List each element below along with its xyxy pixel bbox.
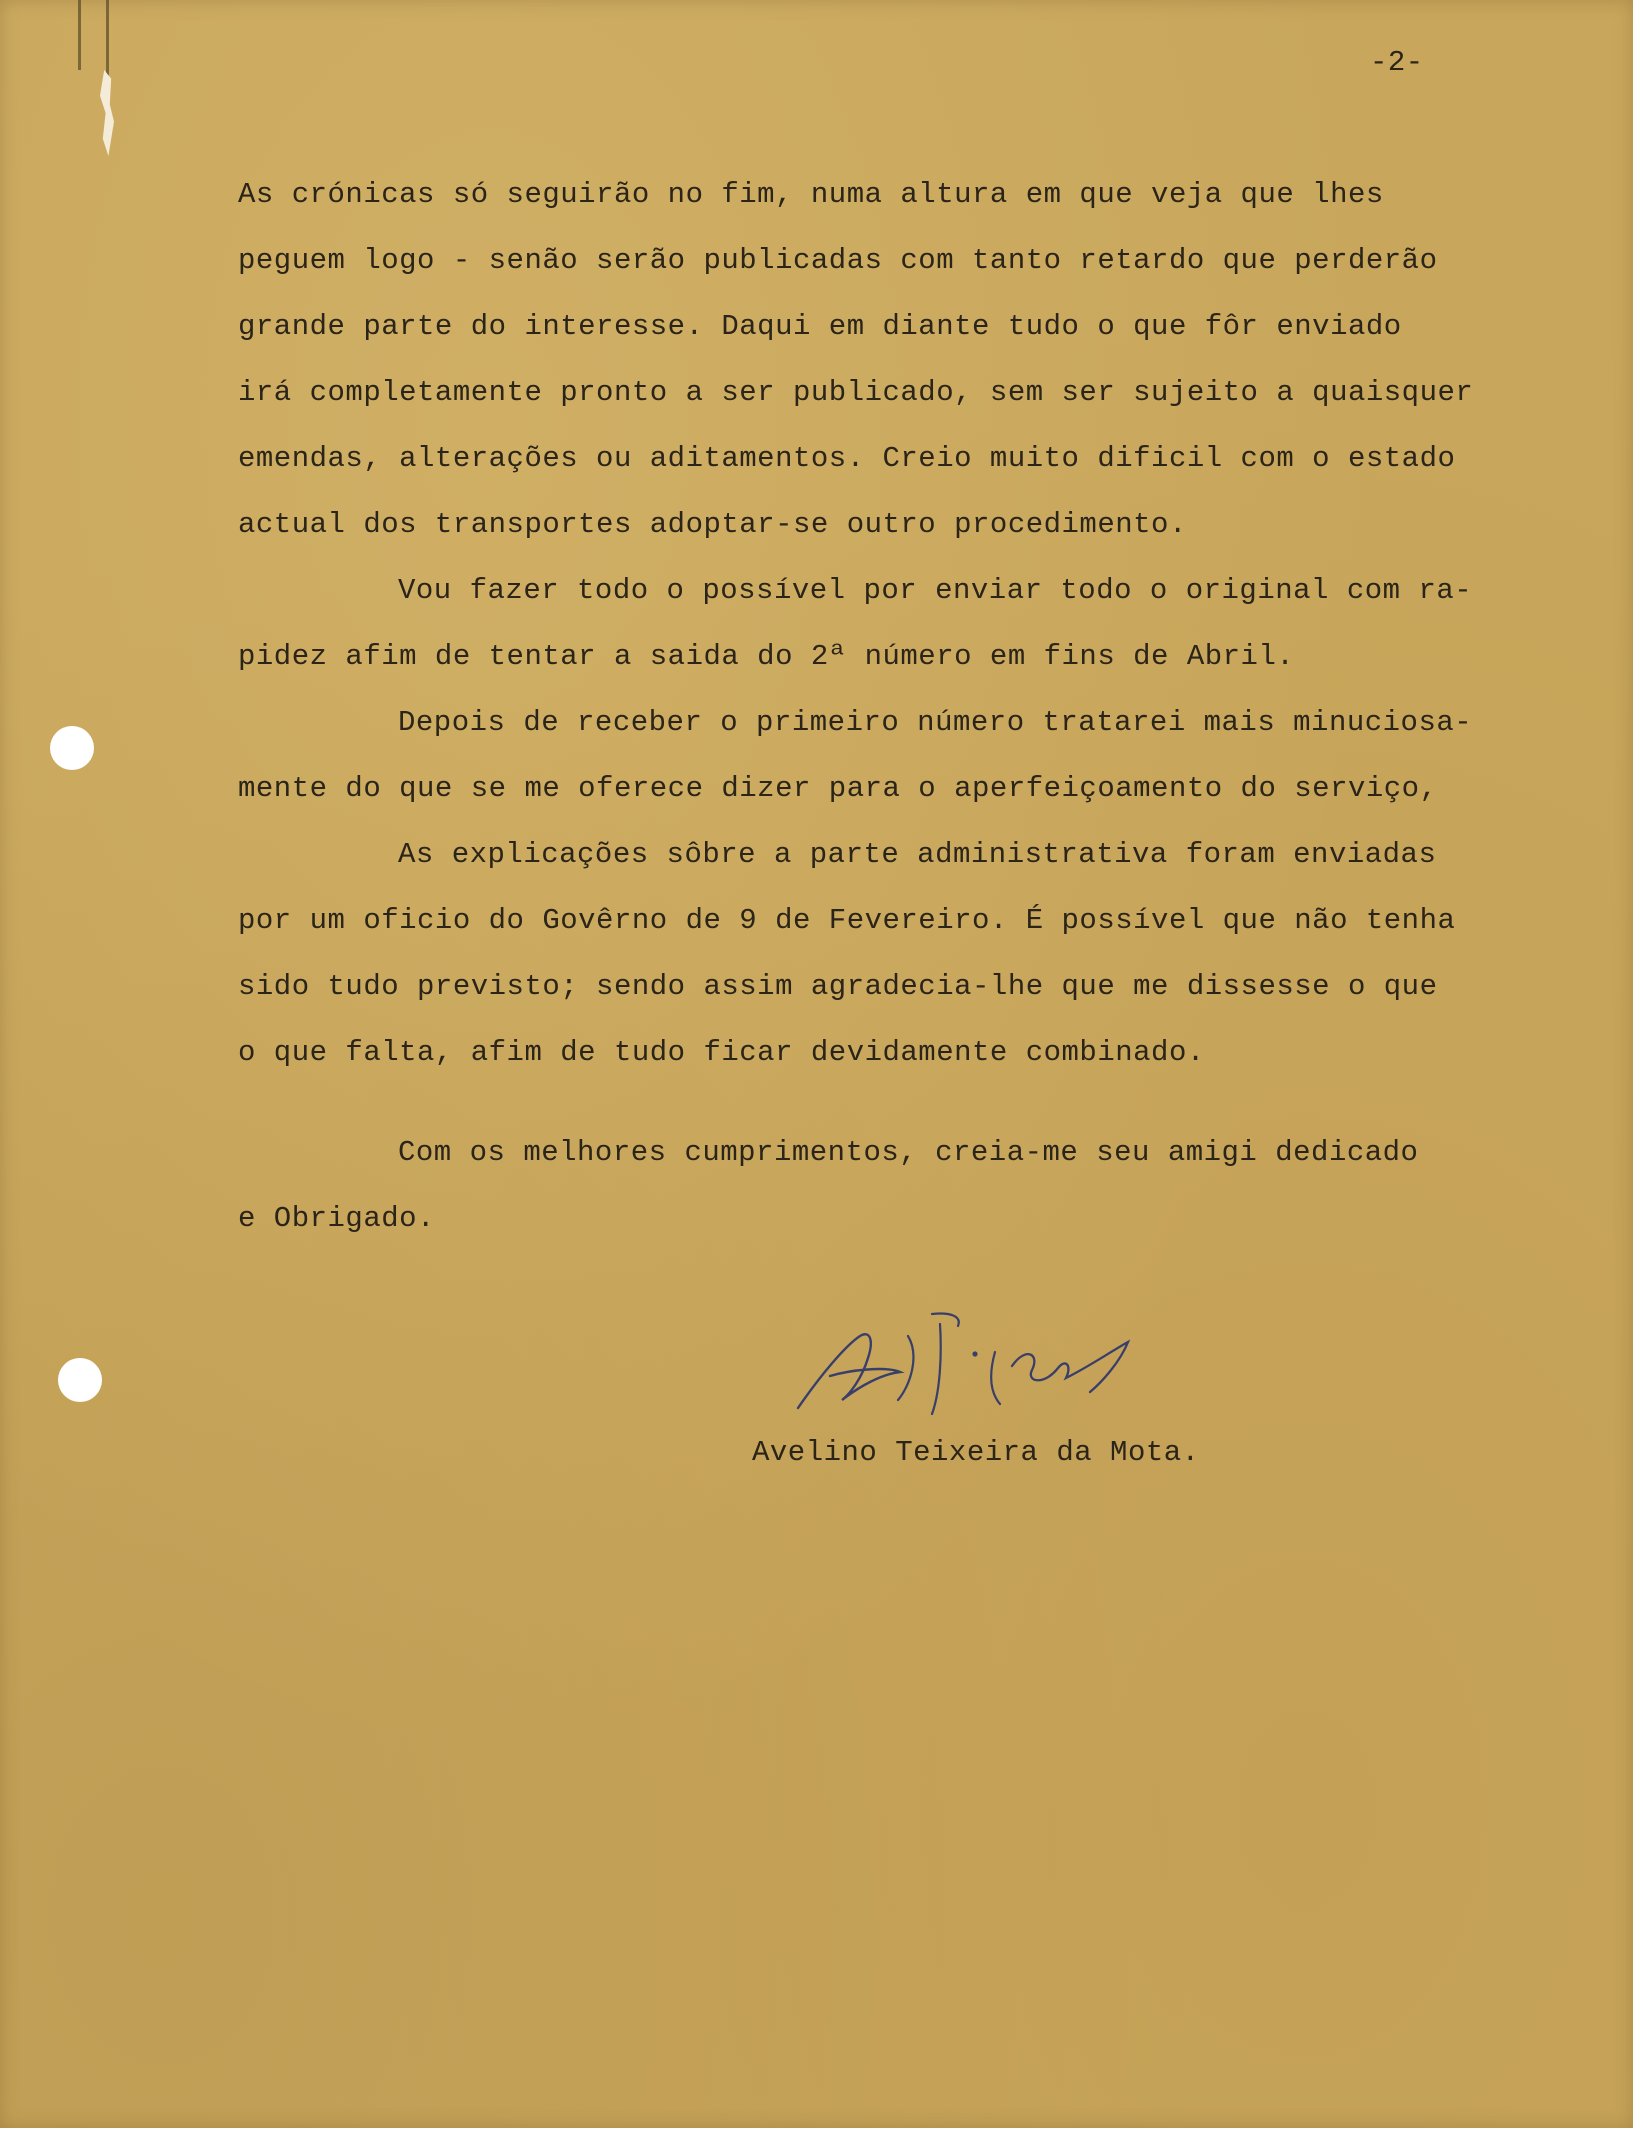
text-line: peguem logo - senão serão publicadas com tanto retardo que perderão — [238, 244, 1438, 277]
text-line: sido tudo previsto; sendo assim agradecia-lhe que me dissesse o que — [238, 970, 1438, 1003]
closing-line: e Obrigado. — [238, 1202, 435, 1235]
text-line: grande parte do interesse. Daqui em diante tudo o que fôr enviado — [238, 310, 1402, 343]
text-line: Depois de receber o primeiro número tratarei mais minuciosa- — [398, 706, 1473, 739]
text-line: As crónicas só seguirão no fim, numa altura em que veja que lhes — [238, 178, 1384, 211]
handwritten-signature — [790, 1296, 1180, 1426]
staple-mark — [78, 0, 81, 70]
text-line: mente do que se me oferece dizer para o aperfeiçoamento do serviço, — [238, 772, 1438, 805]
text-line: por um oficio do Govêrno de 9 de Fevereiro. É possível que não tenha — [238, 904, 1456, 937]
text-line: Vou fazer todo o possível por enviar todo o original com ra- — [398, 574, 1473, 607]
punch-hole — [58, 1358, 102, 1402]
text-line: irá completamente pronto a ser publicado, sem ser sujeito a quaisquer — [238, 376, 1474, 409]
signer-name: Avelino Teixeira da Mota. — [752, 1436, 1200, 1469]
paper-tear — [100, 70, 114, 156]
text-line: actual dos transportes adoptar-se outro procedimento. — [238, 508, 1187, 541]
text-line: As explicações sôbre a parte administrativa foram enviadas — [398, 838, 1437, 871]
page-number: -2- — [1370, 46, 1424, 79]
signature-drawing — [790, 1296, 1180, 1426]
text-line: o que falta, afim de tudo ficar devidamente combinado. — [238, 1036, 1205, 1069]
text-line: emendas, alterações ou aditamentos. Creio muito dificil com o estado — [238, 442, 1456, 475]
text-line: pidez afim de tentar a saida do 2ª número em fins de Abril. — [238, 640, 1295, 673]
punch-hole — [50, 726, 94, 770]
closing-line: Com os melhores cumprimentos, creia-me seu amigi dedicado — [398, 1136, 1419, 1169]
